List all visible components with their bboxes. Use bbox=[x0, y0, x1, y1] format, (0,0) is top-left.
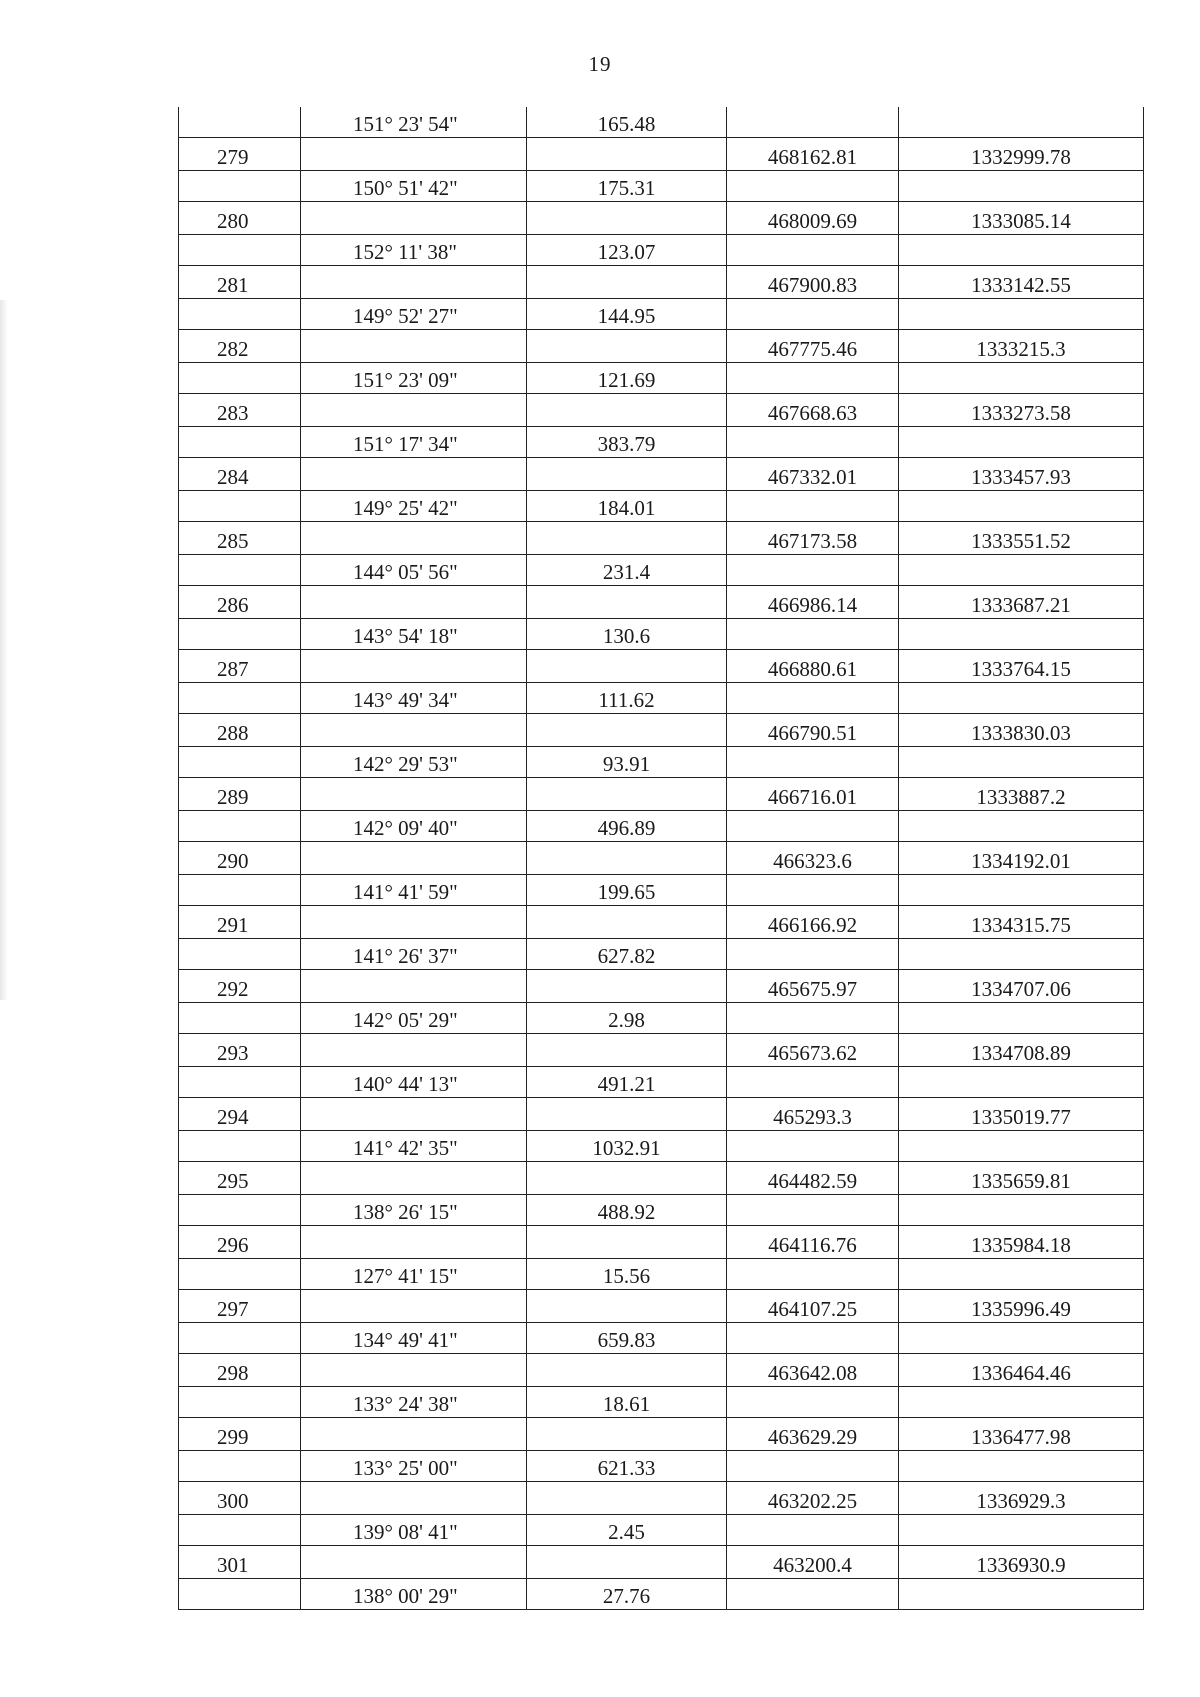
station-row bbox=[179, 330, 1144, 363]
easting-cell: 468009.69 bbox=[727, 202, 899, 235]
easting-cell bbox=[727, 107, 899, 138]
easting-cell bbox=[727, 491, 899, 522]
bearing-cell: 150° 51' 42" bbox=[301, 171, 527, 202]
northing-cell bbox=[899, 491, 1144, 522]
northing-cell bbox=[899, 619, 1144, 650]
northing-cell: 1335996.49 bbox=[899, 1290, 1144, 1323]
traverse-leg-row bbox=[179, 1003, 1144, 1034]
bearing-cell bbox=[301, 458, 527, 491]
traverse-leg-row bbox=[179, 235, 1144, 266]
station-cell: 286 bbox=[179, 586, 301, 619]
bearing-cell bbox=[301, 906, 527, 939]
easting-cell: 466166.92 bbox=[727, 906, 899, 939]
traverse-leg-row bbox=[179, 1515, 1144, 1546]
distance-cell: 184.01 bbox=[527, 491, 727, 522]
northing-cell: 1333551.52 bbox=[899, 522, 1144, 555]
station-row bbox=[179, 906, 1144, 939]
northing-cell bbox=[899, 1387, 1144, 1418]
station-row bbox=[179, 1290, 1144, 1323]
station-row bbox=[179, 842, 1144, 875]
distance-cell: 199.65 bbox=[527, 875, 727, 906]
bearing-cell: 133° 24' 38" bbox=[301, 1387, 527, 1418]
station-row bbox=[179, 1034, 1144, 1067]
bearing-cell bbox=[301, 330, 527, 363]
northing-cell bbox=[899, 107, 1144, 138]
distance-cell bbox=[527, 330, 727, 363]
traverse-leg-row bbox=[179, 1387, 1144, 1418]
distance-cell: 2.98 bbox=[527, 1003, 727, 1034]
traverse-leg-row bbox=[179, 491, 1144, 522]
station-row bbox=[179, 1354, 1144, 1387]
station-cell: 291 bbox=[179, 906, 301, 939]
easting-cell bbox=[727, 299, 899, 330]
easting-cell bbox=[727, 1067, 899, 1098]
station-row bbox=[179, 266, 1144, 299]
traverse-leg-row bbox=[179, 107, 1144, 138]
traverse-leg-row bbox=[179, 1323, 1144, 1354]
distance-cell: 621.33 bbox=[527, 1451, 727, 1482]
bearing-cell bbox=[301, 138, 527, 171]
northing-cell: 1333887.2 bbox=[899, 778, 1144, 811]
station-cell: 280 bbox=[179, 202, 301, 235]
northing-cell: 1332999.78 bbox=[899, 138, 1144, 171]
bearing-cell bbox=[301, 1098, 527, 1131]
easting-cell: 467900.83 bbox=[727, 266, 899, 299]
easting-cell: 466986.14 bbox=[727, 586, 899, 619]
bearing-cell: 143° 54' 18" bbox=[301, 619, 527, 650]
northing-cell: 1333764.15 bbox=[899, 650, 1144, 683]
easting-cell: 466790.51 bbox=[727, 714, 899, 747]
station-cell bbox=[179, 427, 301, 458]
easting-cell bbox=[727, 875, 899, 906]
station-cell bbox=[179, 1387, 301, 1418]
easting-cell bbox=[727, 363, 899, 394]
easting-cell bbox=[727, 1451, 899, 1482]
station-cell: 292 bbox=[179, 970, 301, 1003]
bearing-cell: 141° 42' 35" bbox=[301, 1131, 527, 1162]
scan-edge-shadow bbox=[0, 300, 8, 1000]
northing-cell: 1333142.55 bbox=[899, 266, 1144, 299]
station-cell bbox=[179, 747, 301, 778]
station-row bbox=[179, 522, 1144, 555]
station-row bbox=[179, 1546, 1144, 1579]
bearing-cell: 151° 17' 34" bbox=[301, 427, 527, 458]
northing-cell bbox=[899, 1451, 1144, 1482]
easting-cell bbox=[727, 1195, 899, 1226]
distance-cell: 627.82 bbox=[527, 939, 727, 970]
easting-cell bbox=[727, 427, 899, 458]
bearing-cell: 149° 52' 27" bbox=[301, 299, 527, 330]
northing-cell bbox=[899, 1259, 1144, 1290]
bearing-cell: 144° 05' 56" bbox=[301, 555, 527, 586]
northing-cell: 1333215.3 bbox=[899, 330, 1144, 363]
bearing-cell: 152° 11' 38" bbox=[301, 235, 527, 266]
distance-cell: 15.56 bbox=[527, 1259, 727, 1290]
easting-cell: 463629.29 bbox=[727, 1418, 899, 1451]
distance-cell bbox=[527, 1354, 727, 1387]
easting-cell: 464116.76 bbox=[727, 1226, 899, 1259]
bearing-cell bbox=[301, 586, 527, 619]
easting-cell bbox=[727, 555, 899, 586]
distance-cell bbox=[527, 1290, 727, 1323]
northing-cell: 1335019.77 bbox=[899, 1098, 1144, 1131]
station-cell bbox=[179, 811, 301, 842]
distance-cell bbox=[527, 714, 727, 747]
easting-cell bbox=[727, 1131, 899, 1162]
distance-cell bbox=[527, 650, 727, 683]
traverse-leg-row bbox=[179, 1451, 1144, 1482]
bearing-cell bbox=[301, 970, 527, 1003]
station-cell bbox=[179, 619, 301, 650]
distance-cell: 27.76 bbox=[527, 1579, 727, 1610]
station-cell: 287 bbox=[179, 650, 301, 683]
survey-coordinates-table bbox=[178, 107, 1144, 1610]
distance-cell bbox=[527, 1226, 727, 1259]
station-row bbox=[179, 1098, 1144, 1131]
bearing-cell: 142° 29' 53" bbox=[301, 747, 527, 778]
bearing-cell bbox=[301, 842, 527, 875]
bearing-cell bbox=[301, 522, 527, 555]
traverse-leg-row bbox=[179, 1067, 1144, 1098]
easting-cell bbox=[727, 1387, 899, 1418]
station-cell: 296 bbox=[179, 1226, 301, 1259]
easting-cell bbox=[727, 1579, 899, 1610]
station-cell bbox=[179, 1195, 301, 1226]
northing-cell: 1333830.03 bbox=[899, 714, 1144, 747]
station-cell: 293 bbox=[179, 1034, 301, 1067]
bearing-cell: 127° 41' 15" bbox=[301, 1259, 527, 1290]
station-cell: 282 bbox=[179, 330, 301, 363]
distance-cell: 123.07 bbox=[527, 235, 727, 266]
bearing-cell bbox=[301, 714, 527, 747]
traverse-leg-row bbox=[179, 747, 1144, 778]
bearing-cell: 140° 44' 13" bbox=[301, 1067, 527, 1098]
distance-cell: 111.62 bbox=[527, 683, 727, 714]
distance-cell: 144.95 bbox=[527, 299, 727, 330]
northing-cell bbox=[899, 1515, 1144, 1546]
northing-cell bbox=[899, 555, 1144, 586]
station-cell: 301 bbox=[179, 1546, 301, 1579]
northing-cell bbox=[899, 427, 1144, 458]
station-cell bbox=[179, 555, 301, 586]
station-cell: 288 bbox=[179, 714, 301, 747]
station-cell bbox=[179, 1259, 301, 1290]
bearing-cell: 141° 41' 59" bbox=[301, 875, 527, 906]
station-cell bbox=[179, 1323, 301, 1354]
easting-cell: 467775.46 bbox=[727, 330, 899, 363]
station-row bbox=[179, 714, 1144, 747]
easting-cell: 467668.63 bbox=[727, 394, 899, 427]
station-row bbox=[179, 586, 1144, 619]
easting-cell: 465675.97 bbox=[727, 970, 899, 1003]
distance-cell: 18.61 bbox=[527, 1387, 727, 1418]
easting-cell: 467332.01 bbox=[727, 458, 899, 491]
traverse-leg-row bbox=[179, 811, 1144, 842]
traverse-leg-row bbox=[179, 299, 1144, 330]
distance-cell: 130.6 bbox=[527, 619, 727, 650]
station-row bbox=[179, 1482, 1144, 1515]
easting-cell: 467173.58 bbox=[727, 522, 899, 555]
traverse-leg-row bbox=[179, 875, 1144, 906]
station-row bbox=[179, 1226, 1144, 1259]
northing-cell: 1333085.14 bbox=[899, 202, 1144, 235]
station-row bbox=[179, 458, 1144, 491]
station-row bbox=[179, 1162, 1144, 1195]
station-cell bbox=[179, 683, 301, 714]
distance-cell bbox=[527, 970, 727, 1003]
station-cell bbox=[179, 1131, 301, 1162]
distance-cell bbox=[527, 202, 727, 235]
bearing-cell bbox=[301, 1162, 527, 1195]
distance-cell: 231.4 bbox=[527, 555, 727, 586]
northing-cell bbox=[899, 1323, 1144, 1354]
bearing-cell bbox=[301, 1354, 527, 1387]
distance-cell: 383.79 bbox=[527, 427, 727, 458]
distance-cell: 488.92 bbox=[527, 1195, 727, 1226]
distance-cell bbox=[527, 842, 727, 875]
northing-cell: 1334192.01 bbox=[899, 842, 1144, 875]
station-row bbox=[179, 394, 1144, 427]
station-row bbox=[179, 138, 1144, 171]
bearing-cell: 138° 26' 15" bbox=[301, 1195, 527, 1226]
northing-cell: 1336464.46 bbox=[899, 1354, 1144, 1387]
station-cell: 289 bbox=[179, 778, 301, 811]
northing-cell: 1335659.81 bbox=[899, 1162, 1144, 1195]
station-cell: 279 bbox=[179, 138, 301, 171]
bearing-cell bbox=[301, 1290, 527, 1323]
distance-cell bbox=[527, 522, 727, 555]
distance-cell bbox=[527, 906, 727, 939]
bearing-cell bbox=[301, 1418, 527, 1451]
station-cell bbox=[179, 875, 301, 906]
distance-cell: 2.45 bbox=[527, 1515, 727, 1546]
station-cell bbox=[179, 235, 301, 266]
station-row bbox=[179, 778, 1144, 811]
station-cell: 283 bbox=[179, 394, 301, 427]
traverse-leg-row bbox=[179, 171, 1144, 202]
traverse-leg-row bbox=[179, 683, 1144, 714]
distance-cell bbox=[527, 1418, 727, 1451]
bearing-cell bbox=[301, 266, 527, 299]
distance-cell: 93.91 bbox=[527, 747, 727, 778]
easting-cell: 463642.08 bbox=[727, 1354, 899, 1387]
easting-cell bbox=[727, 811, 899, 842]
distance-cell: 496.89 bbox=[527, 811, 727, 842]
distance-cell bbox=[527, 1034, 727, 1067]
bearing-cell bbox=[301, 778, 527, 811]
easting-cell: 463200.4 bbox=[727, 1546, 899, 1579]
station-cell: 290 bbox=[179, 842, 301, 875]
station-cell: 300 bbox=[179, 1482, 301, 1515]
bearing-cell: 138° 00' 29" bbox=[301, 1579, 527, 1610]
northing-cell bbox=[899, 1195, 1144, 1226]
bearing-cell: 133° 25' 00" bbox=[301, 1451, 527, 1482]
station-cell bbox=[179, 491, 301, 522]
bearing-cell: 151° 23' 54" bbox=[301, 107, 527, 138]
easting-cell bbox=[727, 939, 899, 970]
northing-cell: 1336930.9 bbox=[899, 1546, 1144, 1579]
distance-cell bbox=[527, 1098, 727, 1131]
page-number: 19 bbox=[588, 52, 612, 76]
bearing-cell bbox=[301, 202, 527, 235]
traverse-leg-row bbox=[179, 555, 1144, 586]
northing-cell bbox=[899, 363, 1144, 394]
station-row bbox=[179, 1418, 1144, 1451]
distance-cell bbox=[527, 1162, 727, 1195]
bearing-cell bbox=[301, 1482, 527, 1515]
station-cell: 297 bbox=[179, 1290, 301, 1323]
station-cell bbox=[179, 363, 301, 394]
easting-cell bbox=[727, 1259, 899, 1290]
bearing-cell: 134° 49' 41" bbox=[301, 1323, 527, 1354]
northing-cell bbox=[899, 683, 1144, 714]
northing-cell: 1333273.58 bbox=[899, 394, 1144, 427]
easting-cell: 463202.25 bbox=[727, 1482, 899, 1515]
traverse-leg-row bbox=[179, 939, 1144, 970]
station-cell: 285 bbox=[179, 522, 301, 555]
easting-cell: 465673.62 bbox=[727, 1034, 899, 1067]
bearing-cell bbox=[301, 650, 527, 683]
distance-cell bbox=[527, 778, 727, 811]
distance-cell: 121.69 bbox=[527, 363, 727, 394]
traverse-leg-row bbox=[179, 1259, 1144, 1290]
northing-cell bbox=[899, 235, 1144, 266]
station-cell bbox=[179, 939, 301, 970]
distance-cell bbox=[527, 266, 727, 299]
bearing-cell: 141° 26' 37" bbox=[301, 939, 527, 970]
traverse-leg-row bbox=[179, 1579, 1144, 1610]
table-body bbox=[179, 107, 1144, 1610]
easting-cell: 465293.3 bbox=[727, 1098, 899, 1131]
distance-cell bbox=[527, 138, 727, 171]
station-cell: 298 bbox=[179, 1354, 301, 1387]
station-row bbox=[179, 202, 1144, 235]
distance-cell: 165.48 bbox=[527, 107, 727, 138]
easting-cell: 464482.59 bbox=[727, 1162, 899, 1195]
station-cell: 295 bbox=[179, 1162, 301, 1195]
bearing-cell: 142° 09' 40" bbox=[301, 811, 527, 842]
bearing-cell: 149° 25' 42" bbox=[301, 491, 527, 522]
northing-cell bbox=[899, 1003, 1144, 1034]
northing-cell: 1333687.21 bbox=[899, 586, 1144, 619]
distance-cell bbox=[527, 458, 727, 491]
easting-cell: 466716.01 bbox=[727, 778, 899, 811]
distance-cell: 491.21 bbox=[527, 1067, 727, 1098]
distance-cell bbox=[527, 1546, 727, 1579]
station-cell bbox=[179, 1515, 301, 1546]
easting-cell bbox=[727, 747, 899, 778]
distance-cell: 175.31 bbox=[527, 171, 727, 202]
easting-cell: 464107.25 bbox=[727, 1290, 899, 1323]
easting-cell bbox=[727, 235, 899, 266]
easting-cell bbox=[727, 1323, 899, 1354]
northing-cell bbox=[899, 747, 1144, 778]
station-cell bbox=[179, 1003, 301, 1034]
bearing-cell bbox=[301, 1226, 527, 1259]
northing-cell bbox=[899, 299, 1144, 330]
bearing-cell bbox=[301, 394, 527, 427]
northing-cell bbox=[899, 171, 1144, 202]
easting-cell bbox=[727, 1003, 899, 1034]
bearing-cell: 143° 49' 34" bbox=[301, 683, 527, 714]
station-cell: 284 bbox=[179, 458, 301, 491]
station-cell: 299 bbox=[179, 1418, 301, 1451]
northing-cell bbox=[899, 1579, 1144, 1610]
traverse-leg-row bbox=[179, 427, 1144, 458]
distance-cell bbox=[527, 586, 727, 619]
northing-cell: 1336929.3 bbox=[899, 1482, 1144, 1515]
bearing-cell: 142° 05' 29" bbox=[301, 1003, 527, 1034]
traverse-leg-row bbox=[179, 1195, 1144, 1226]
station-cell bbox=[179, 107, 301, 138]
easting-cell bbox=[727, 683, 899, 714]
station-cell bbox=[179, 1579, 301, 1610]
station-cell: 294 bbox=[179, 1098, 301, 1131]
traverse-leg-row bbox=[179, 619, 1144, 650]
easting-cell: 466323.6 bbox=[727, 842, 899, 875]
bearing-cell: 139° 08' 41" bbox=[301, 1515, 527, 1546]
northing-cell bbox=[899, 811, 1144, 842]
northing-cell: 1336477.98 bbox=[899, 1418, 1144, 1451]
northing-cell bbox=[899, 939, 1144, 970]
traverse-leg-row bbox=[179, 1131, 1144, 1162]
northing-cell: 1333457.93 bbox=[899, 458, 1144, 491]
traverse-leg-row bbox=[179, 363, 1144, 394]
station-cell bbox=[179, 1451, 301, 1482]
distance-cell: 1032.91 bbox=[527, 1131, 727, 1162]
northing-cell: 1334708.89 bbox=[899, 1034, 1144, 1067]
easting-cell bbox=[727, 171, 899, 202]
easting-cell: 466880.61 bbox=[727, 650, 899, 683]
station-row bbox=[179, 970, 1144, 1003]
northing-cell bbox=[899, 1067, 1144, 1098]
station-cell bbox=[179, 299, 301, 330]
easting-cell bbox=[727, 1515, 899, 1546]
northing-cell: 1335984.18 bbox=[899, 1226, 1144, 1259]
distance-cell: 659.83 bbox=[527, 1323, 727, 1354]
northing-cell: 1334707.06 bbox=[899, 970, 1144, 1003]
station-row bbox=[179, 650, 1144, 683]
northing-cell bbox=[899, 875, 1144, 906]
bearing-cell bbox=[301, 1546, 527, 1579]
bearing-cell: 151° 23' 09" bbox=[301, 363, 527, 394]
station-cell bbox=[179, 1067, 301, 1098]
bearing-cell bbox=[301, 1034, 527, 1067]
easting-cell bbox=[727, 619, 899, 650]
distance-cell bbox=[527, 1482, 727, 1515]
northing-cell: 1334315.75 bbox=[899, 906, 1144, 939]
distance-cell bbox=[527, 394, 727, 427]
station-cell bbox=[179, 171, 301, 202]
northing-cell bbox=[899, 1131, 1144, 1162]
easting-cell: 468162.81 bbox=[727, 138, 899, 171]
station-cell: 281 bbox=[179, 266, 301, 299]
